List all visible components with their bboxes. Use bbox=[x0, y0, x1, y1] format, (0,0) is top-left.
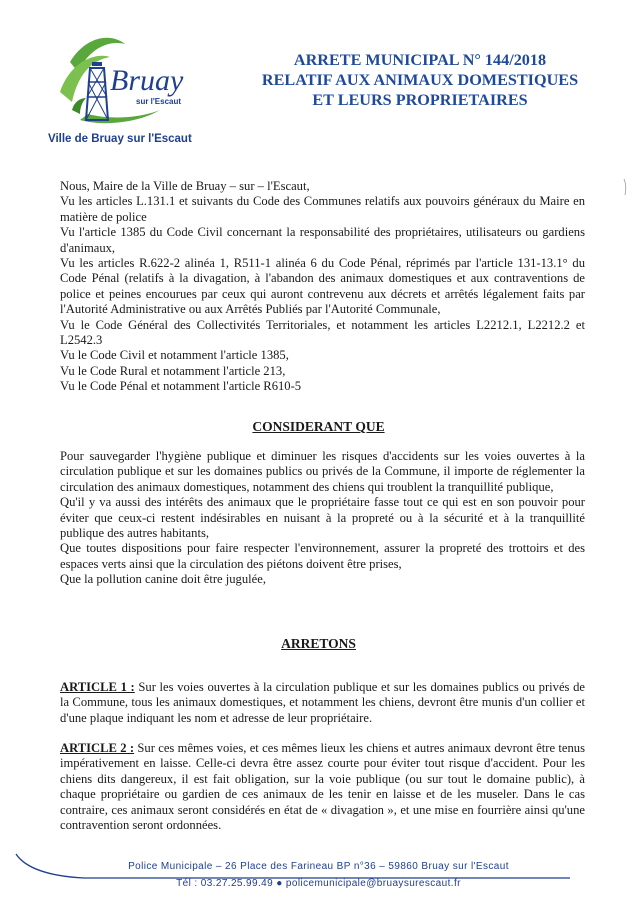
title-line: RELATIF AUX ANIMAUX DOMESTIQUES bbox=[261, 71, 579, 89]
footer-email[interactable]: policemunicipale@bruaysurescaut.fr bbox=[285, 878, 461, 889]
preamble-line: Vu l'article 1385 du Code Civil concernant la responsabilité des propriétaires, utilisateurs ou gardiens d'animaux, bbox=[60, 225, 585, 255]
preamble-line: Vu le Code Civil et notamment l'article 1385, bbox=[60, 348, 289, 363]
article-text: Sur les voies ouvertes à la circulation publique et sur les domaines publics ou privés de la Commune, tous les animaux domestiques, et notamment les chiens, devront être munis d'un collier et d'une plaque indiquant les nom et adresse de leur propriétaire. bbox=[60, 680, 585, 725]
arretons-heading: ARRETONS bbox=[281, 636, 356, 651]
logo-subtext: sur l'Escaut bbox=[136, 97, 182, 106]
preamble-line: Vu les articles L.131.1 et suivants du Code des Communes relatifs aux pouvoirs généraux du Maire en matière de police bbox=[60, 194, 585, 224]
preamble-line: Vu les articles R.622-2 alinéa 1, R511-1 alinéa 6 du Code Pénal, réprimés par l'article 131-13.1° du Code Pénal (relatifs à la divagation, à l'abandon des animaux domestiques et aux contraventions de police et peines encourues par ceux qui auront contrevenu aux décrets et arrêtés légalement faits par l'Autorité Administrative ou aux Arrêtés Publiés par l'Autorité Communale, bbox=[60, 256, 585, 317]
footer-phone: Tél : 03.27.25.99.49 bbox=[176, 878, 274, 889]
article-1 bbox=[60, 680, 585, 726]
preamble bbox=[60, 179, 585, 395]
preamble-line: Vu le Code Rural et notamment l'article 213, bbox=[60, 363, 286, 378]
preamble-line: Vu le Code Pénal et notamment l'article R610-5 bbox=[60, 379, 302, 394]
considerant-paragraph: Qu'il y va aussi des intérêts des animaux que le propriétaire fasse tout ce qui est en son pouvoir pour éviter que ceux-ci restent indésirables en nuisant à la propreté ou à la sécurité et à la tranquillité publique des autres habitants, bbox=[60, 495, 585, 541]
title-line: ARRETE MUNICIPAL N° 144/2018 bbox=[293, 51, 547, 69]
considerant-heading: CONSIDERANT QUE bbox=[252, 419, 385, 434]
title-line: ET LEURS PROPRIETAIRES bbox=[312, 91, 528, 109]
considerant-section bbox=[60, 449, 585, 588]
article-label: ARTICLE 1 : bbox=[60, 680, 135, 694]
logo-wordmark: Bruay bbox=[110, 64, 184, 97]
city-name: Ville de Bruay sur l'Escaut bbox=[48, 133, 192, 145]
footer-address: Police Municipale – 26 Place des Farineau BP n°36 – 59860 Bruay sur l'Escaut bbox=[128, 861, 509, 872]
article-text: Sur ces mêmes voies, et ces mêmes lieux les chiens et autres animaux devront être tenus impérativement en laisse. Celle-ci devra être assez courte pour éviter tout risque d'accident. Pour les chiens dits dangereux, il est fait obligation, sur la voie publique (ou sur tout le domaine public), à chaque propriétaire ou gardien de ces animaux de les tenir en laisse et de les museler. Dans le cas contraire, ces animaux seront considérés en état de « divagation », et une mise en fourrière ainsi qu'une contravention seront ordonnées. bbox=[60, 741, 585, 833]
preamble-line: Vu le Code Général des Collectivités Territoriales, et notamment les articles L2212.1, L2212.2 et L2542.3 bbox=[60, 317, 585, 348]
lighthouse-logo-icon bbox=[50, 32, 190, 132]
considerant-paragraph: Pour sauvegarder l'hygiène publique et diminuer les risques d'accidents sur les voies ouvertes à la circulation publique et sur les domaines publics ou privés de la Commune, il importe de réglementer la circulation des animaux domestiques, notamment des chiens qui troublent la tranquillité publique, bbox=[60, 449, 585, 494]
preamble-line: Nous, Maire de la Ville de Bruay – sur – l'Escaut, bbox=[60, 179, 310, 193]
margin-mark-icon bbox=[623, 178, 629, 196]
footer-contact bbox=[0, 878, 637, 889]
considerant-paragraph: Que toutes dispositions pour faire respecter l'environnement, assurer la propreté des trottoirs et des espaces verts ainsi que la circulation des piétons doivent être prises, bbox=[60, 541, 585, 571]
article-2 bbox=[60, 741, 585, 833]
city-logo bbox=[50, 32, 190, 132]
considerant-paragraph: Que la pollution canine doit être jugulée, bbox=[60, 572, 266, 587]
document-title bbox=[240, 50, 600, 110]
article-label: ARTICLE 2 : bbox=[60, 741, 135, 755]
footer-separator: ● bbox=[276, 878, 283, 889]
